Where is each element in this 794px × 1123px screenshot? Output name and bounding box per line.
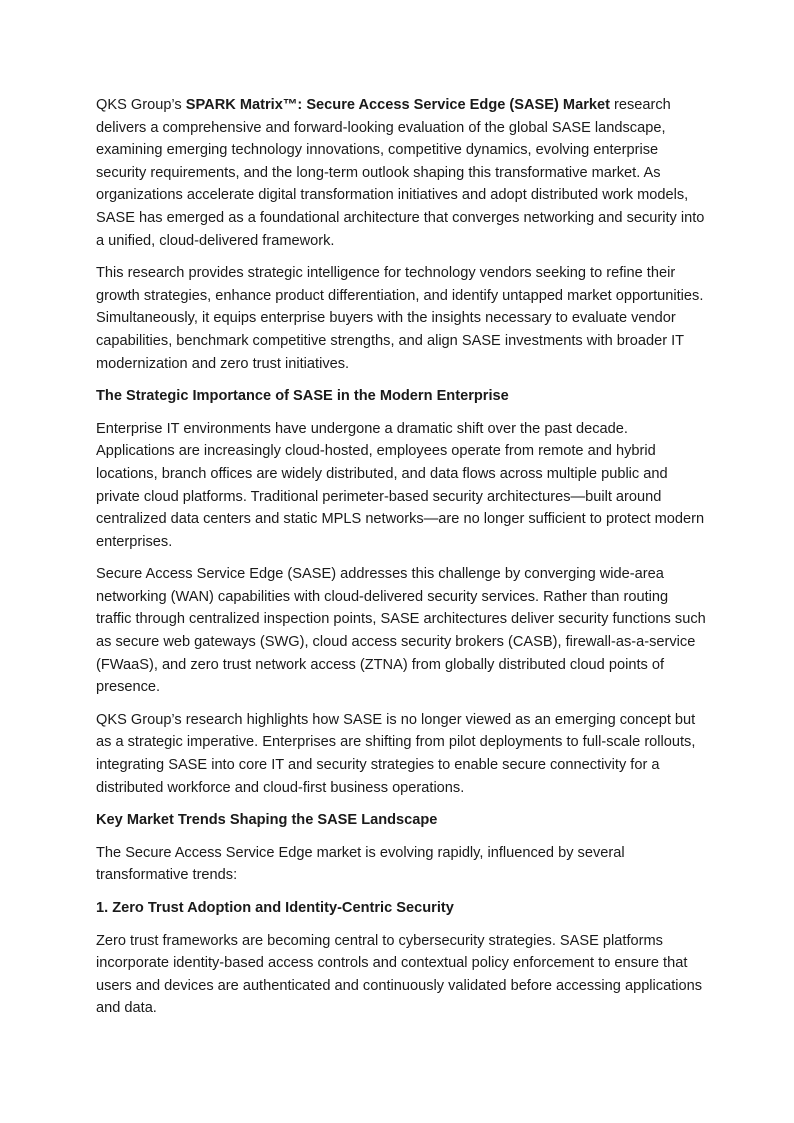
heading-zero-trust: 1. Zero Trust Adoption and Identity-Centric Security	[96, 900, 454, 916]
heading-market-trends: Key Market Trends Shaping the SASE Landscape	[96, 812, 438, 829]
paragraph-sase-definition: Secure Access Service Edge (SASE) addresses this challenge by converging wide-area networking (WAN) capabilities with cloud-delivered security services. Rather than routing traffic through centralized inspection points, SASE architectures deliver security functions such as secure web gateways (SWG), cloud access security brokers (CASB), firewall-as-a-service (FWaaS), and zero trust network access (ZTNA) from globally distributed cloud points of presence.	[96, 566, 706, 696]
document-page	[96, 94, 706, 1030]
paragraph-strategic-imperative: QKS Group’s research highlights how SASE is no longer viewed as an emerging concept but as a strategic imperative. Enterprises are shifting from pilot deployments to full-scale rollouts, integrating SASE into core IT and security strategies to enable secure connectivity for a distributed workforce and cloud-first business operations.	[96, 711, 696, 796]
heading-strategic-importance: The Strategic Importance of SASE in the Modern Enterprise	[96, 388, 509, 405]
intro-prefix: QKS Group’s	[96, 97, 186, 113]
report-title: SPARK Matrix™: Secure Access Service Edge (SASE) Market	[185, 97, 610, 113]
paragraph-trends-intro: The Secure Access Service Edge market is evolving rapidly, influenced by several transformative trends:	[96, 844, 625, 884]
paragraph-zero-trust: Zero trust frameworks are becoming central to cybersecurity strategies. SASE platforms incorporate identity-based access controls and contextual policy enforcement to ensure that users and devices are authenticated and continuously validated before accessing applications and data.	[96, 932, 703, 1017]
intro-text: research delivers a comprehensive and forward-looking evaluation of the global SASE landscape, examining emerging technology innovations, competitive dynamics, evolving enterprise security requirements, and the long-term outlook shaping this transformative market. As organizations accelerate digital transformation initiatives and adopt distributed work models, SASE has emerged as a foundational architecture that converges networking and security into a unified, cloud-delivered framework.	[96, 97, 705, 249]
intro-paragraph	[96, 94, 706, 252]
paragraph-enterprise-shift: Enterprise IT environments have undergone a dramatic shift over the past decade. Applications are increasingly cloud-hosted, employees operate from remote and hybrid locations, branch offices are widely distributed, and data flows across multiple public and private cloud platforms. Traditional perimeter-based security architectures—built around centralized data centers and static MPLS networks—are no longer sufficient to protect modern enterprises.	[96, 420, 705, 550]
paragraph-research-value: This research provides strategic intelligence for technology vendors seeking to refine their growth strategies, enhance product differentiation, and identify untapped market opportunities. Simultaneously, it equips enterprise buyers with the insights necessary to evaluate vendor capabilities, benchmark competitive strengths, and align SASE investments with broader IT modernization and zero trust initiatives.	[96, 265, 704, 372]
